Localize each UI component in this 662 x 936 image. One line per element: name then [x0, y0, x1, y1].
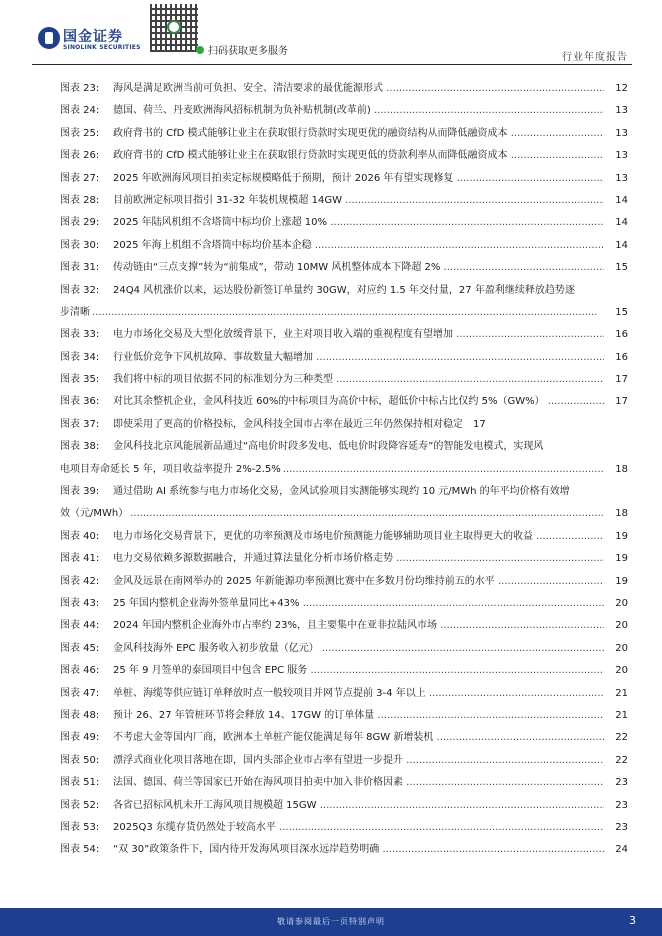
toc-entry-title-continued[interactable]: 电项目寿命延长 5 年，项目收益率提升 2%-2.5%	[60, 463, 281, 475]
toc-entry-title[interactable]: 电力市场化交易背景下，更优的功率预测及市场电价预测能力能够辅助项目业主取得更大的收益 .....	[113, 526, 604, 548]
toc-entry[interactable]	[60, 750, 632, 772]
toc-entry[interactable]	[60, 593, 632, 615]
toc-entry[interactable]	[60, 100, 632, 122]
toc-entry-page: 14	[615, 217, 628, 229]
toc-entry-title[interactable]: 德国、荷兰、丹麦欧洲海风招标机制为负补贴机制(改革前) .....	[113, 100, 604, 122]
toc-entry[interactable]	[60, 145, 632, 167]
toc-entry[interactable]	[60, 324, 632, 346]
toc-entry-page: 21	[615, 687, 628, 699]
toc-entry-label: 图表 37:	[60, 418, 100, 430]
toc-entry-title[interactable]: 预计 26、27 年管桩环节将会释放 14、17GW 的订单体量 .....	[113, 705, 604, 727]
toc-entry-title[interactable]: 海风是满足欧洲当前可负担、安全、清洁要求的最优能源形式 .....	[113, 78, 604, 100]
toc-entry[interactable]	[60, 548, 632, 570]
sinolink-logo-icon	[38, 27, 60, 49]
toc-entry-label: 图表 47:	[60, 687, 100, 699]
toc-entry-title[interactable]: 金风科技北京风能展新品通过“高电价时段多发电、低电价时段降容延寿”的智能发电模式，实现风	[113, 441, 544, 453]
toc-entry-page: 19	[615, 530, 628, 542]
toc-entry-label: 图表 29:	[60, 217, 100, 229]
report-type-label: 行业年度报告	[562, 52, 628, 63]
toc-entry-title[interactable]: 2024 年国内整机企业海外市占率约 23%，且主要集中在亚非拉陆风市场 .....	[113, 615, 604, 637]
toc-entry-label: 图表 31:	[60, 262, 100, 274]
toc-entry-page: 18	[615, 508, 628, 520]
toc-entry-title[interactable]: 2025Q3 东缆存货仍然处于较高水平 .....	[113, 817, 604, 839]
toc-entry-page: 17	[615, 374, 628, 386]
toc-entry-page: 14	[615, 194, 628, 206]
toc-entry-label: 图表 54:	[60, 844, 100, 856]
dot-leader	[130, 503, 604, 525]
toc-entry-label: 图表 41:	[60, 553, 100, 565]
toc-entry-title[interactable]: 金风及远景在南网举办的 2025 年新能源功率预测比赛中在多数月份均维持前五的水平 .....	[113, 571, 604, 593]
toc-entry-title[interactable]: 2025 年欧洲海风项目拍卖定标规模略低于预期，预计 2026 年有望实现修复 .....	[113, 168, 604, 190]
toc-entry-label: 图表 38:	[60, 441, 100, 453]
toc-entry[interactable]	[60, 817, 632, 839]
header-divider	[32, 64, 632, 65]
toc-entry-label: 图表 43:	[60, 597, 100, 609]
toc-entry[interactable]	[60, 212, 632, 234]
toc-entry-title[interactable]: 目前欧洲定标项目指引 31-32 年装机规模超 14GW .....	[113, 190, 604, 212]
toc-entry-label: 图表 33:	[60, 329, 100, 341]
toc-entry-label: 图表 51:	[60, 777, 100, 789]
qr-center-logo-icon	[167, 20, 181, 34]
logo-english-name: SINOLINK SECURITIES	[63, 44, 141, 51]
toc-entry[interactable]	[60, 78, 632, 100]
toc-entry[interactable]	[60, 839, 632, 861]
toc-entry-page: 17	[615, 396, 628, 408]
toc-entry-label: 图表 49:	[60, 732, 100, 744]
toc-entry-title[interactable]: 即使采用了更高的价格投标，金风科技全国市占率在最近三年仍然保持相对稳定	[113, 418, 463, 430]
toc-entry-page: 13	[615, 172, 628, 184]
toc-entry-label: 图表 32:	[60, 284, 100, 296]
toc-entry[interactable]	[60, 123, 632, 145]
toc-entry-label: 图表 53:	[60, 821, 100, 833]
toc-entry[interactable]	[60, 168, 632, 190]
toc-entry-title[interactable]: 对比其余整机企业，金风科技近 60%的中标项目为高价中标，超低价中标占比仅约 5%（GW%） .....	[113, 391, 604, 413]
toc-entry-title[interactable]: 25 年 9 月签单的泰国项目中包含 EPC 服务 .....	[113, 660, 604, 682]
wechat-badge-icon	[196, 46, 204, 54]
toc-entry[interactable]	[60, 414, 632, 436]
chart-index-list	[60, 78, 632, 862]
toc-entry[interactable]	[60, 795, 632, 817]
logo-chinese-name: 国金证券	[63, 29, 123, 45]
toc-entry-page: 13	[615, 105, 628, 117]
toc-entry-label: 图表 52:	[60, 799, 100, 811]
toc-entry-title[interactable]: 通过借助 AI 系统参与电力市场化交易，金风试验项目实测能够实现约 10 元/MWh 的年平均价格有效增	[113, 486, 570, 498]
toc-entry-page: 12	[615, 83, 628, 94]
toc-entry[interactable]	[60, 280, 632, 325]
toc-entry-title[interactable]: 传动链由“三点支撑”转为“前集成”，带动 10MW 风机整体成本下降超 2% .....	[113, 257, 604, 279]
toc-entry-page: 20	[615, 665, 628, 677]
toc-entry-page: 16	[615, 351, 628, 363]
toc-entry-title-continued[interactable]: 效（元/MWh）	[60, 508, 129, 520]
toc-entry[interactable]	[60, 660, 632, 682]
toc-entry-label: 图表 39:	[60, 486, 100, 498]
toc-entry-page: 15	[615, 306, 628, 318]
toc-entry-page: 22	[615, 732, 628, 744]
toc-entry-label: 图表 27:	[60, 172, 100, 184]
toc-entry-page: 18	[615, 463, 628, 475]
toc-entry-label: 图表 34:	[60, 351, 100, 363]
toc-entry-title[interactable]: 不考虑大金等国内厂商，欧洲本土单桩产能仅能满足每年 8GW 新增装机 .....	[113, 727, 604, 749]
page-header	[0, 0, 662, 66]
toc-entry-page: 23	[615, 799, 628, 811]
disclaimer-note: 敬请参阅最后一页特别声明	[277, 917, 385, 926]
page-number: 3	[629, 914, 636, 927]
toc-entry-title[interactable]: 漂浮式商业化项目落地在即，国内头部企业市占率有望进一步提升 .....	[113, 750, 604, 772]
toc-entry-page: 20	[615, 620, 628, 632]
toc-entry-page: 23	[615, 821, 628, 833]
toc-entry[interactable]	[60, 727, 632, 749]
toc-entry-title[interactable]: 电力市场化交易及大型化放缓背景下，业主对项目收入端的重视程度有望增加 .....	[113, 324, 604, 346]
toc-entry-label: 图表 45:	[60, 642, 100, 654]
toc-entry-page: 14	[615, 239, 628, 251]
toc-entry-title[interactable]: 各省已招标风机未开工海风项目规模超 15GW .....	[113, 795, 604, 817]
toc-entry-label: 图表 44:	[60, 620, 100, 632]
toc-entry-label: 图表 25:	[60, 127, 100, 139]
toc-entry-page: 13	[615, 127, 628, 139]
toc-entry[interactable]	[60, 347, 632, 369]
toc-entry[interactable]	[60, 683, 632, 705]
toc-entry-title-continued[interactable]: 步清晰	[60, 306, 90, 318]
toc-entry-label: 图表 48:	[60, 709, 100, 721]
page-footer	[0, 908, 662, 936]
toc-entry[interactable]	[60, 436, 632, 481]
toc-entry-page: 19	[615, 575, 628, 587]
toc-entry-title[interactable]: 2025 年海上机组不含塔筒中标均价基本企稳 .....	[113, 235, 604, 257]
toc-entry[interactable]	[60, 257, 632, 279]
toc-entry-label: 图表 50:	[60, 754, 100, 766]
toc-entry-title[interactable]: 24Q4 风机涨价以来，运达股份新签订单量约 30GW，对应约 1.5 年交付量，27 年盈利继续释放趋势逐	[113, 284, 575, 296]
toc-entry-page: 19	[615, 553, 628, 565]
toc-entry-title[interactable]: 电力交易依赖多源数据融合，并通过算法量化分析市场价格走势 .....	[113, 548, 604, 570]
toc-entry-label: 图表 30:	[60, 239, 100, 251]
toc-entry[interactable]	[60, 190, 632, 212]
toc-entry-label: 图表 24:	[60, 105, 100, 117]
toc-entry-page: 24	[615, 844, 628, 856]
toc-entry-title[interactable]: 法国、德国、荷兰等国家已开始在海风项目拍卖中加入非价格因素 .....	[113, 772, 604, 794]
toc-entry-label: 图表 28:	[60, 194, 100, 206]
toc-entry-page: 13	[615, 150, 628, 162]
toc-entry-page: 22	[615, 754, 628, 766]
toc-entry-page: 20	[615, 642, 628, 654]
toc-entry-page: 16	[615, 329, 628, 341]
toc-entry[interactable]	[60, 615, 632, 637]
toc-entry-page: 17	[473, 418, 486, 430]
toc-entry-title[interactable]: 2025 年陆风机组不含塔筒中标均价上涨超 10% .....	[113, 212, 604, 234]
toc-entry-title[interactable]: “双 30”政策条件下，国内待开发海风项目深水远岸趋势明确 .....	[113, 839, 604, 861]
toc-entry[interactable]	[60, 391, 632, 413]
toc-entry-title[interactable]: 政府背书的 CfD 模式能够让业主在获取银行贷款时实现更低的贷款利率从而降低融资成本 .....	[113, 145, 604, 167]
toc-entry-page: 20	[615, 597, 628, 609]
toc-entry-label: 图表 23:	[60, 83, 100, 94]
toc-entry-title[interactable]: 我们将中标的项目依据不同的标准划分为三种类型 .....	[113, 369, 604, 391]
toc-entry[interactable]	[60, 772, 632, 794]
toc-entry-page: 21	[615, 709, 628, 721]
toc-entry-label: 图表 35:	[60, 374, 100, 386]
toc-entry-label: 图表 36:	[60, 396, 100, 408]
toc-entry-label: 图表 26:	[60, 150, 100, 162]
toc-entry-page: 15	[615, 262, 628, 274]
toc-entry[interactable]	[60, 235, 632, 257]
toc-entry-label: 图表 46:	[60, 665, 100, 677]
toc-entry-title[interactable]: 单桩、海缆等供应链订单释放时点一般较项目并网节点提前 3-4 年以上 .....	[113, 683, 604, 705]
scan-for-services-text: 扫码获取更多服务	[208, 46, 288, 57]
dot-leader	[283, 459, 604, 481]
toc-entry[interactable]	[60, 571, 632, 593]
toc-entry-title[interactable]: 25 年国内整机企业海外签单量同比+43% .....	[113, 593, 604, 615]
toc-entry[interactable]	[60, 526, 632, 548]
toc-entry-page: 23	[615, 777, 628, 789]
toc-entry-label: 图表 42:	[60, 575, 100, 587]
toc-entry[interactable]	[60, 481, 632, 526]
toc-entry-label: 图表 40:	[60, 530, 100, 542]
dot-leader	[92, 302, 604, 324]
toc-entry[interactable]	[60, 369, 632, 391]
toc-entry-title[interactable]: 金风科技海外 EPC 服务收入初步放量（亿元） .....	[113, 638, 604, 660]
toc-entry-title[interactable]: 政府背书的 CfD 模式能够让业主在获取银行贷款时实现更优的融资结构从而降低融资成本 .....	[113, 123, 604, 145]
toc-entry-title[interactable]: 行业低价竞争下风机故障、事故数量大幅增加 .....	[113, 347, 604, 369]
toc-entry[interactable]	[60, 705, 632, 727]
toc-entry[interactable]	[60, 638, 632, 660]
